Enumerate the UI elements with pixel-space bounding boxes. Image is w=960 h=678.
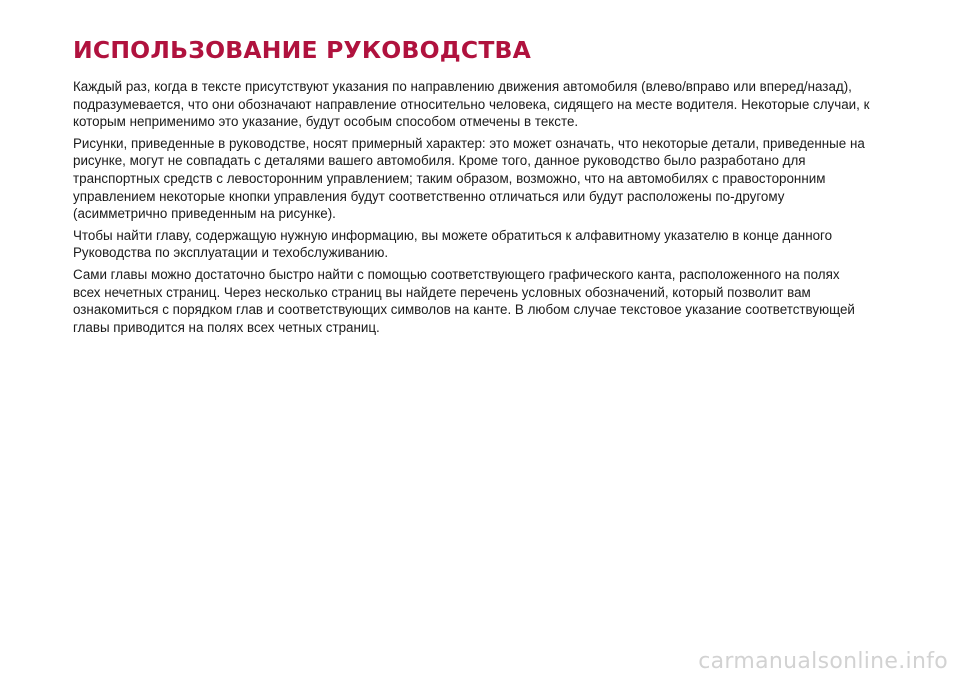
text-line: Сами главы можно достаточно быстро найти с помощью соответствующего графического канта, расположенного на полях bbox=[73, 266, 840, 282]
text-line: всех нечетных страниц. Через несколько страниц вы найдете перечень условных обозначений, который позволит вам bbox=[73, 284, 811, 300]
text-line: транспортных средств с левосторонним управлением; таким образом, возможно, что на автомобилях с правосторонним bbox=[73, 170, 826, 186]
text-line: главы приводится на полях всех четных страниц. bbox=[73, 319, 380, 335]
text-line: Чтобы найти главу, содержащую нужную информацию, вы можете обратиться к алфавитному указателю в конце данного bbox=[73, 227, 833, 243]
paragraph-illustrations bbox=[73, 135, 873, 223]
text-line: Каждый раз, когда в тексте присутствуют указания по направлению движения автомобиля (влево/вправо или вперед/назад), bbox=[73, 79, 852, 94]
paragraph-direction bbox=[73, 78, 873, 131]
text-line: которым неприменимо это указание, будут особым способом отмечены в тексте. bbox=[73, 114, 579, 130]
paragraph-chapter-tabs bbox=[73, 266, 873, 336]
watermark: carmanualsonline.info bbox=[698, 649, 948, 674]
body-text bbox=[73, 78, 873, 340]
text-line: ознакомиться с порядком глав и соответствующих символов на канте. В любом случае текстовое указание соответствующей bbox=[73, 302, 855, 318]
text-line: рисунке, могут не совпадать с деталями вашего автомобиля. Кроме того, данное руководство было разработано для bbox=[73, 153, 806, 169]
text-line: Рисунки, приведенные в руководстве, носят примерный характер: это может означать, что некоторые детали, приведенные на bbox=[73, 135, 865, 151]
text-line: подразумевается, что они обозначают направление относительно человека, сидящего на месте водителя. Некоторые случаи, к bbox=[73, 96, 870, 112]
text-line: (асимметрично приведенным на рисунке). bbox=[73, 206, 336, 222]
paragraph-index bbox=[73, 227, 873, 262]
text-line: Руководства по эксплуатации и техобслуживанию. bbox=[73, 245, 389, 261]
text-line: управлением некоторые кнопки управления будут соответственно отличаться или будут расположены по-другому bbox=[73, 188, 785, 204]
page-title: ИСПОЛЬЗОВАНИЕ РУКОВОДСТВА bbox=[73, 36, 532, 64]
